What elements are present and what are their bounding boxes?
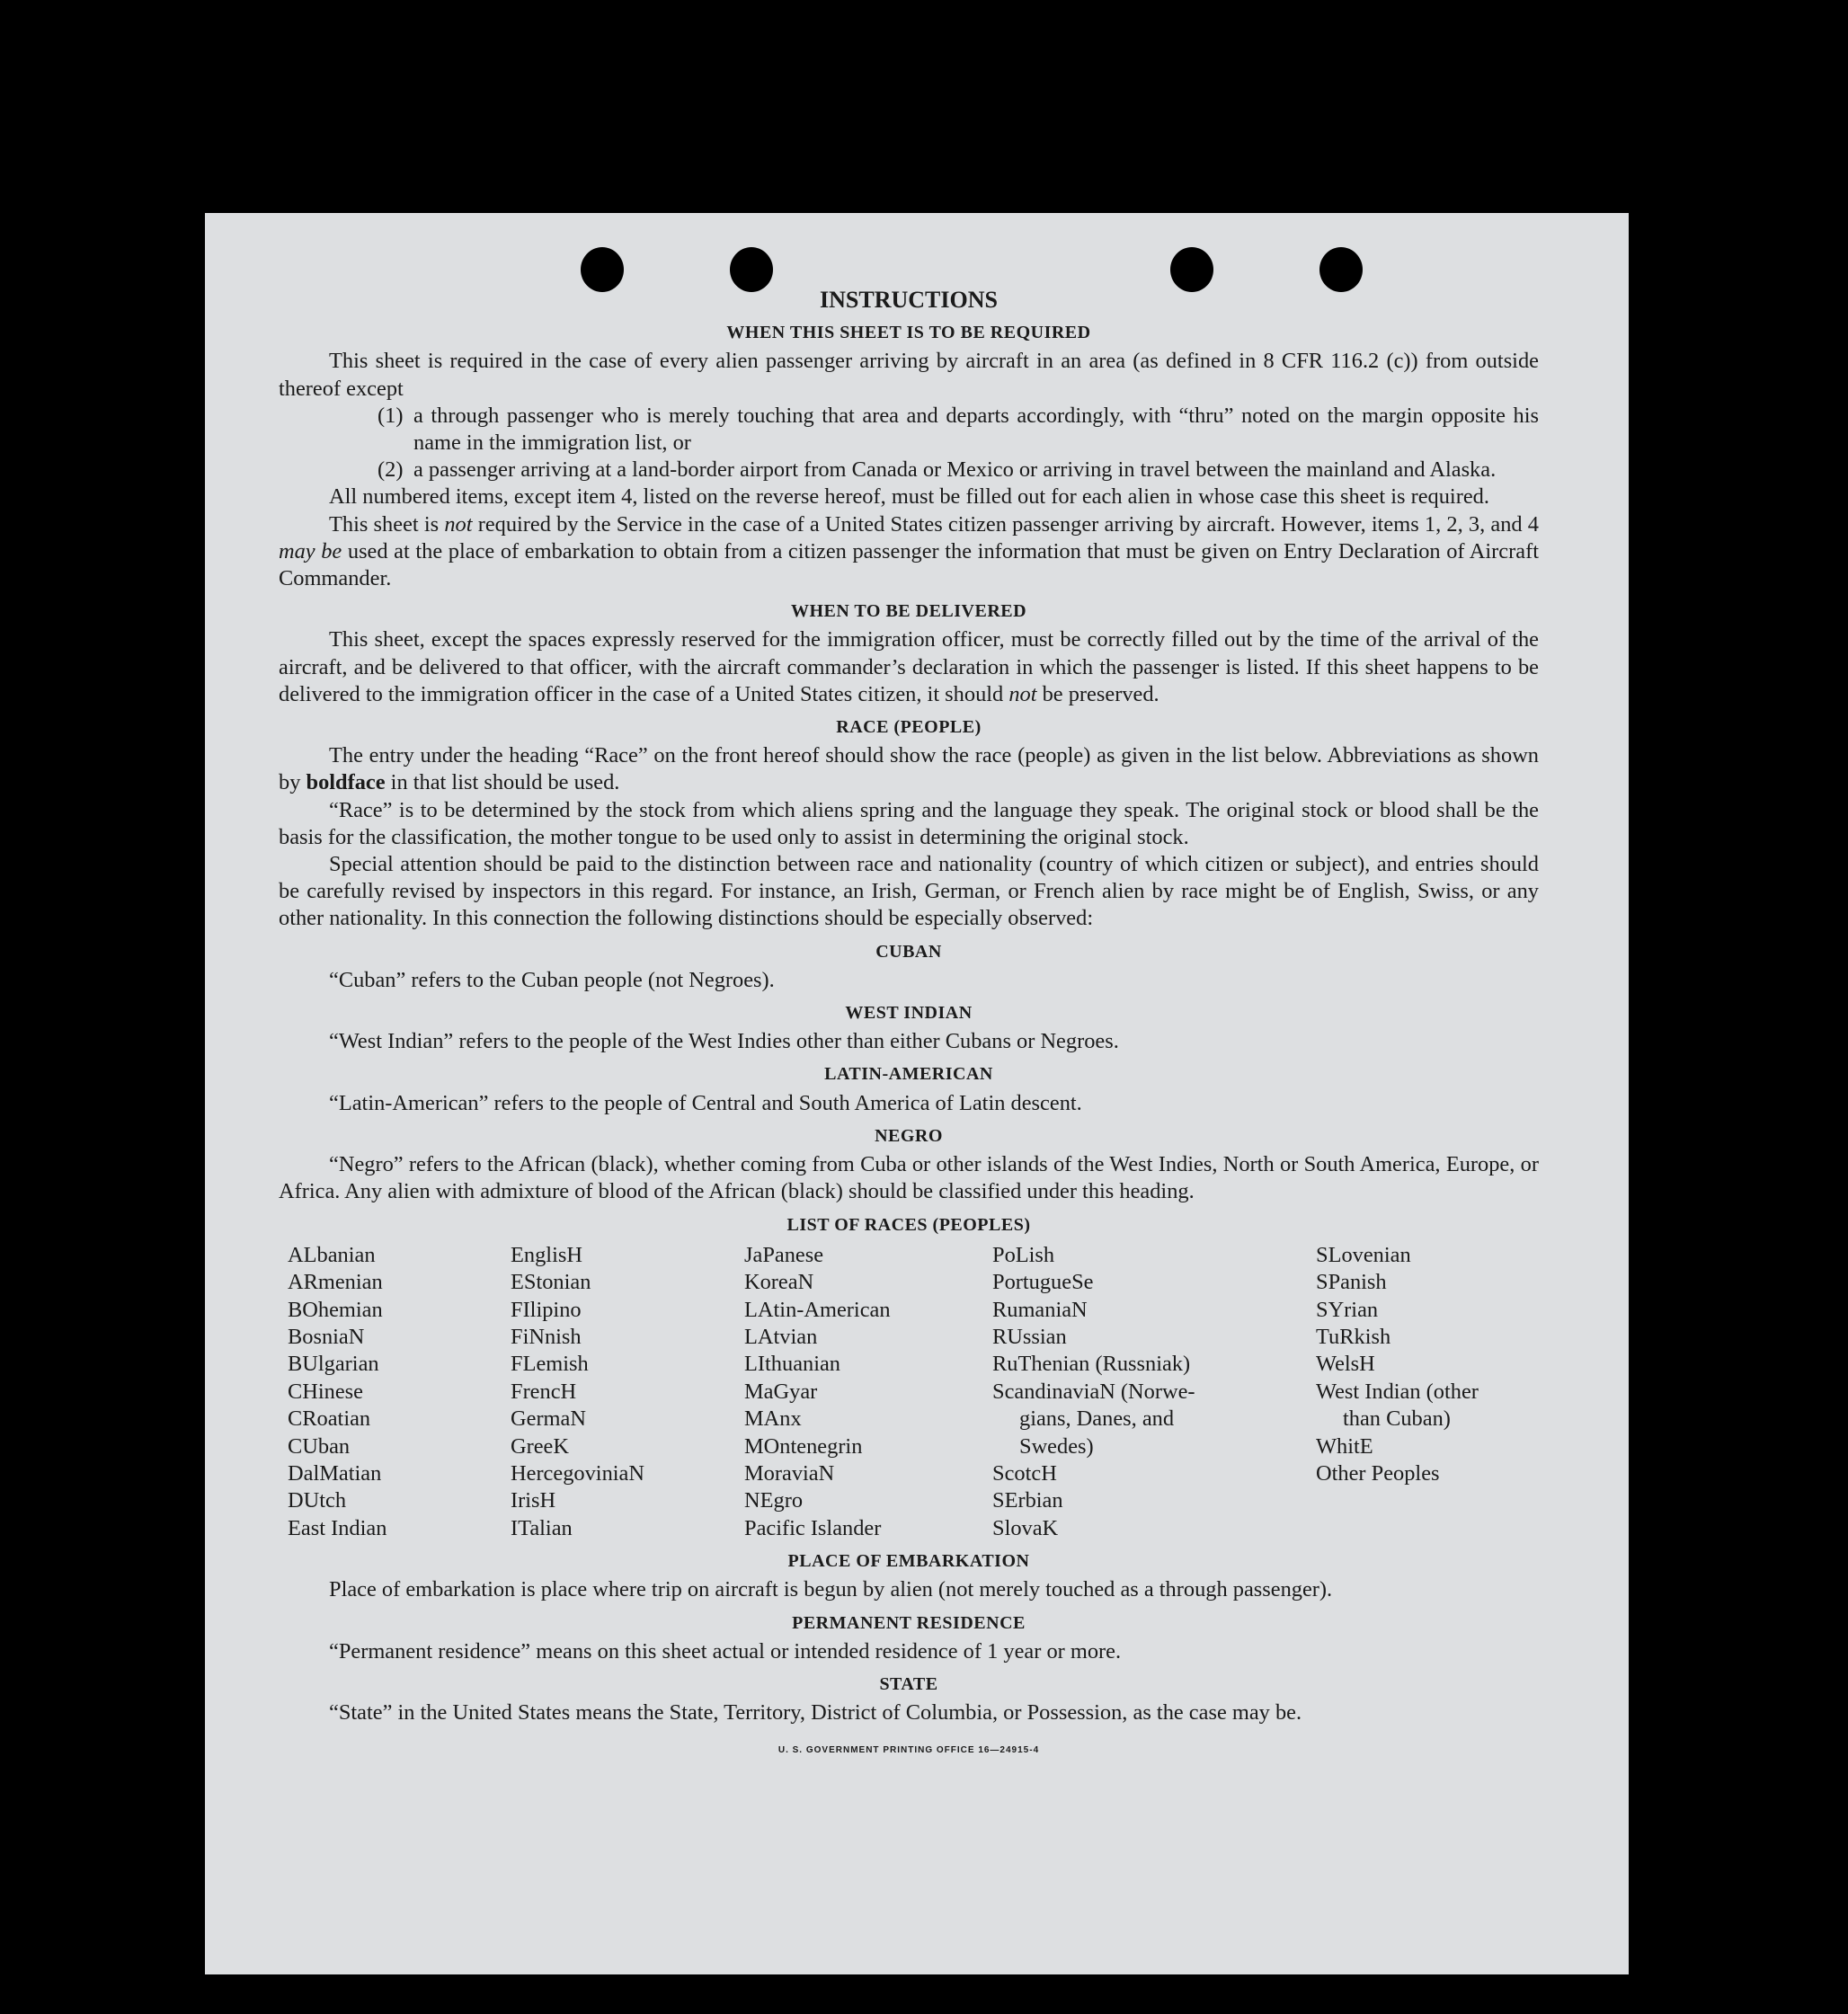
race-entry: SPanish bbox=[1316, 1270, 1387, 1295]
race-entry: DalMatian bbox=[288, 1460, 382, 1486]
emphasis-text: not bbox=[444, 511, 473, 537]
race-entry: GermaN bbox=[511, 1406, 586, 1432]
text-run: used at the place of embarkation to obtain from a citizen passenger the information that must be given on Entry Declaration of Aircraft Commander. bbox=[279, 538, 1539, 591]
paragraph: All numbered items, except item 4, listed on the reverse hereof, must be filled out for each alien in whose case this sheet is required. bbox=[329, 484, 1489, 510]
heading-when-required: WHEN THIS SHEET IS TO BE REQUIRED bbox=[726, 323, 1091, 343]
race-entry: KoreaN bbox=[744, 1270, 814, 1295]
heading-west-indian: WEST INDIAN bbox=[845, 1003, 973, 1024]
race-entry: RumaniaN bbox=[992, 1297, 1088, 1322]
item-number: (1) bbox=[378, 403, 404, 428]
paragraph bbox=[279, 742, 1539, 796]
race-entry: LIthuanian bbox=[744, 1352, 841, 1377]
race-entry: FIlipino bbox=[511, 1297, 582, 1322]
text-run: in that list should be used. bbox=[385, 770, 620, 795]
race-entry: PoLish bbox=[992, 1242, 1055, 1267]
race-entry-continued: than Cuban) bbox=[1343, 1406, 1451, 1432]
race-entry: TuRkish bbox=[1316, 1324, 1391, 1349]
race-entry: CUban bbox=[288, 1433, 351, 1459]
race-entry: ARmenian bbox=[288, 1270, 383, 1295]
race-entry: EnglisH bbox=[511, 1242, 582, 1267]
races-column bbox=[288, 1242, 511, 1542]
item-number: (2) bbox=[378, 457, 404, 483]
text-run: This sheet is bbox=[329, 511, 445, 537]
list-item bbox=[378, 403, 1539, 457]
punch-hole bbox=[581, 247, 624, 292]
races-list bbox=[279, 1242, 1539, 1542]
paragraph: “West Indian” refers to the people of the West Indies other than either Cubans or Negroes. bbox=[329, 1029, 1119, 1054]
race-entry: Pacific Islander bbox=[744, 1515, 882, 1540]
race-entry: NEgro bbox=[744, 1488, 804, 1513]
race-entry: ScandinaviaN (Norwe- bbox=[992, 1379, 1195, 1404]
race-entry: SLovenian bbox=[1316, 1242, 1411, 1267]
race-entry: MOntenegrin bbox=[744, 1433, 863, 1459]
race-entry: EStonian bbox=[511, 1270, 591, 1295]
race-entry: HercegoviniaN bbox=[511, 1460, 644, 1486]
race-entry: SlovaK bbox=[992, 1515, 1059, 1540]
race-entry-continued: gians, Danes, and bbox=[1019, 1406, 1175, 1432]
race-entry: SErbian bbox=[992, 1488, 1063, 1513]
race-entry: FLemish bbox=[511, 1352, 589, 1377]
instructions-content bbox=[279, 287, 1539, 1765]
race-entry: IrisH bbox=[511, 1488, 556, 1513]
race-entry: WhitE bbox=[1316, 1433, 1373, 1459]
race-entry: SYrian bbox=[1316, 1297, 1379, 1322]
heading-race: RACE (PEOPLE) bbox=[836, 717, 982, 738]
race-entry: ALbanian bbox=[288, 1242, 376, 1267]
text-run: This sheet, except the spaces expressly reserved for the immigration officer, must be correctly filled out by the time of the arrival of the aircraft, and be delivered to that officer, with the aircraft commander’s declaration in which the passenger is listed. If this sheet happens to be delivered to the immigration officer in the case of a United States citizen, it should bbox=[279, 627, 1539, 706]
text-run: The entry under the heading “Race” on the front hereof should show the race (people) as given in the list below. Abbreviations as shown by bbox=[279, 743, 1539, 795]
paragraph: “Cuban” refers to the Cuban people (not Negroes). bbox=[329, 967, 775, 992]
document-sheet bbox=[205, 213, 1629, 1974]
races-column bbox=[744, 1242, 992, 1542]
race-entry: MoraviaN bbox=[744, 1460, 835, 1486]
race-entry: FiNnish bbox=[511, 1324, 582, 1349]
race-entry: West Indian (other bbox=[1316, 1379, 1479, 1404]
race-entry: RUssian bbox=[992, 1324, 1067, 1349]
races-column bbox=[1316, 1242, 1539, 1542]
heading-negro: NEGRO bbox=[875, 1125, 943, 1146]
paragraph: “Latin-American” refers to the people of Central and South America of Latin descent. bbox=[329, 1090, 1082, 1115]
race-entry: MAnx bbox=[744, 1406, 802, 1432]
race-entry: Other Peoples bbox=[1316, 1460, 1440, 1486]
punch-hole bbox=[730, 247, 773, 292]
heading-latin-american: LATIN-AMERICAN bbox=[824, 1064, 993, 1085]
paragraph: “Race” is to be determined by the stock from which aliens spring and the language they speak. The original stock or blood shall be the basis for the classification, the mother tongue to be used only to assist in determining the original stock. bbox=[279, 797, 1539, 849]
item-text: a passenger arriving at a land-border airport from Canada or Mexico or arriving in travel between the mainland and Alaska. bbox=[413, 457, 1497, 483]
heading-place-of-embarkation: PLACE OF EMBARKATION bbox=[787, 1551, 1030, 1572]
paragraph: “Negro” refers to the African (black), whether coming from Cuba or other islands of the West Indies, North or South America, Europe, or Africa. Any alien with admixture of blood of the African (black) should be classified under this heading. bbox=[279, 1152, 1539, 1204]
race-entry: LAtvian bbox=[744, 1324, 818, 1349]
list-item bbox=[378, 457, 1539, 484]
heading-list-of-races: LIST OF RACES (PEOPLES) bbox=[786, 1214, 1031, 1235]
race-entry: ITalian bbox=[511, 1515, 573, 1540]
race-entry: East Indian bbox=[288, 1515, 387, 1540]
printing-office-footer: U. S. GOVERNMENT PRINTING OFFICE 16—24915-4 bbox=[777, 1745, 1040, 1756]
race-entry: JaPanese bbox=[744, 1242, 824, 1267]
emphasis-text: not bbox=[1008, 681, 1037, 706]
race-entry-continued: Swedes) bbox=[1019, 1433, 1094, 1459]
race-entry: LAtin-American bbox=[744, 1297, 891, 1322]
item-text: a through passenger who is merely touching that area and departs accordingly, with “thru” noted on the margin opposite his name in the immigration list, or bbox=[413, 403, 1539, 456]
race-entry: WelsH bbox=[1316, 1352, 1375, 1377]
heading-state: STATE bbox=[879, 1673, 938, 1694]
heading-permanent-residence: PERMANENT RESIDENCE bbox=[792, 1612, 1026, 1633]
race-entry: BosniaN bbox=[288, 1324, 365, 1349]
text-run: be preserved. bbox=[1036, 681, 1159, 706]
race-entry: RuThenian (Russniak) bbox=[992, 1352, 1191, 1377]
race-entry: BOhemian bbox=[288, 1297, 383, 1322]
paragraph: This sheet is required in the case of every alien passenger arriving by aircraft in an area (as defined in 8 CFR 116.2 (c)) from outside thereof except bbox=[279, 349, 1539, 401]
race-entry: FrencH bbox=[511, 1379, 577, 1404]
race-entry: GreeK bbox=[511, 1433, 570, 1459]
bold-text: boldface bbox=[306, 770, 386, 795]
races-column bbox=[511, 1242, 744, 1542]
paragraph bbox=[279, 511, 1539, 593]
paragraph: “Permanent residence” means on this sheet actual or intended residence of 1 year or more. bbox=[329, 1638, 1122, 1664]
text-run: required by the Service in the case of a United States citizen passenger arriving by aircraft. However, items 1, 2, 3, and 4 bbox=[472, 511, 1539, 537]
paragraph: Special attention should be paid to the distinction between race and nationality (country of which citizen or subject), and entries should be carefully revised by inspectors in this regard. For instance, an Irish, German, or French alien by race might be of English, Swiss, or any other nationality. In this connection the following distinctions should be especially observed: bbox=[279, 852, 1539, 931]
paragraph: “State” in the United States means the State, Territory, District of Columbia, or Possession, as the case may be. bbox=[329, 1700, 1302, 1726]
emphasis-text: may be bbox=[279, 538, 342, 563]
race-entry: ScotcH bbox=[992, 1460, 1057, 1486]
paragraph bbox=[279, 626, 1539, 708]
races-column bbox=[992, 1242, 1316, 1542]
race-entry: MaGyar bbox=[744, 1379, 818, 1404]
race-entry: BUlgarian bbox=[288, 1352, 379, 1377]
race-entry: DUtch bbox=[288, 1488, 347, 1513]
heading-when-delivered: WHEN TO BE DELIVERED bbox=[790, 601, 1027, 622]
race-entry: PortugueSe bbox=[992, 1270, 1094, 1295]
race-entry: CHinese bbox=[288, 1379, 363, 1404]
punch-hole bbox=[1319, 247, 1363, 292]
race-entry: CRoatian bbox=[288, 1406, 371, 1432]
punch-hole bbox=[1170, 247, 1213, 292]
page-title: INSTRUCTIONS bbox=[820, 287, 998, 313]
heading-cuban: CUBAN bbox=[875, 941, 942, 962]
paragraph: Place of embarkation is place where trip on aircraft is begun by alien (not merely touched as a through passenger). bbox=[329, 1577, 1333, 1602]
